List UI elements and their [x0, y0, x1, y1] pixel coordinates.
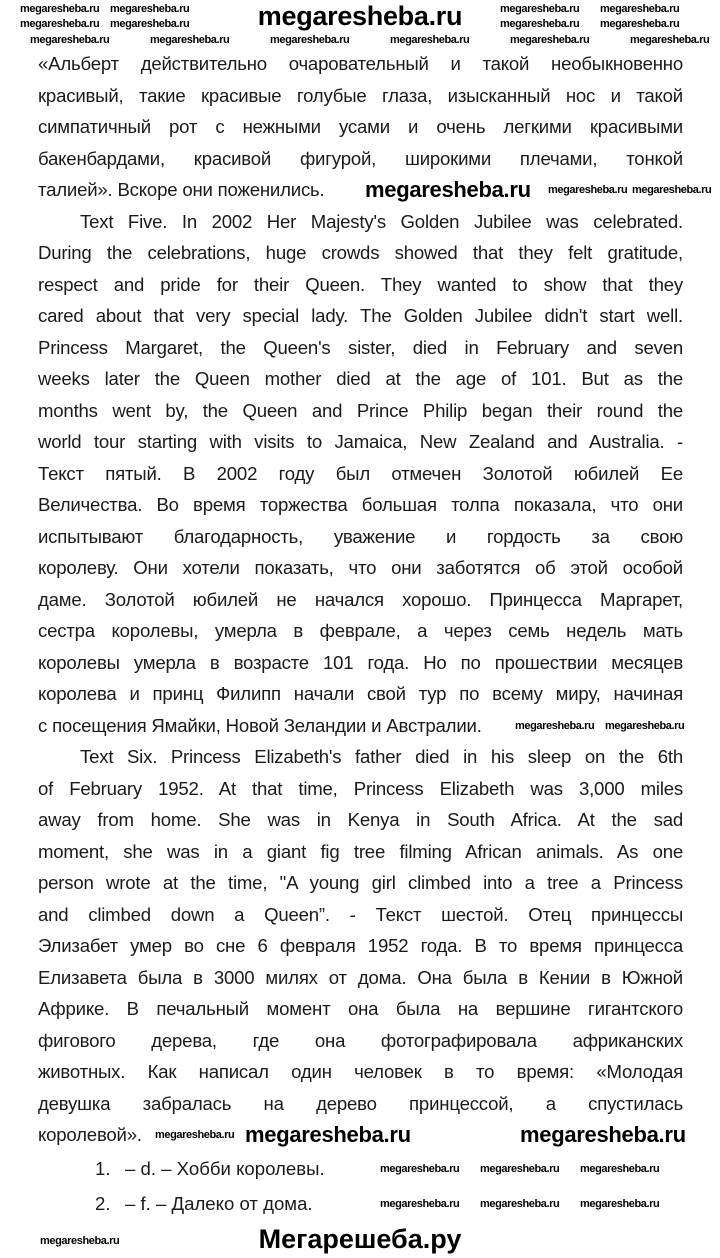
text-line: Африке. В печальный момент она была на вершине гигантского: [38, 998, 683, 1019]
text-line: Величества. Во время торжества большая толпа показала, что они: [38, 494, 683, 515]
text-line: Text Five. In 2002 Her Majesty's Golden Jubilee was celebrated.: [80, 210, 683, 232]
watermark-text: megaresheba.ru: [390, 34, 470, 46]
watermark-text: megaresheba.ru: [580, 1162, 660, 1175]
answer-list-item: [95, 1186, 313, 1221]
watermark-text: megaresheba.ru: [40, 1235, 120, 1247]
list-text: – d. – Хобби королевы.: [125, 1157, 325, 1179]
watermark-text: megaresheba.ru: [110, 3, 190, 15]
text-line: бакенбардами, красивой фигурой, широкими плечами, тонкой: [38, 147, 683, 169]
watermark-text: megaresheba.ru: [515, 719, 595, 732]
text-line: cared about that very special lady. The Golden Jubilee didn't start well.: [38, 305, 683, 326]
watermark-text: megaresheba.ru: [605, 719, 685, 732]
watermark-text: megaresheba.ru: [480, 1197, 560, 1210]
text-line: «Альберт действительно очаровательный и такой необыкновенно: [38, 53, 683, 74]
text-line: испытывают благодарность, уважение и гордость за свою: [38, 525, 683, 547]
list-number: 2.: [95, 1192, 111, 1214]
text-line: девушка забралась на дерево принцессой, а спустилась: [38, 1092, 683, 1114]
text-line: королевой».: [38, 1124, 142, 1145]
watermark-text: megaresheba.ru: [580, 1197, 660, 1210]
text-line: person wrote at the time, "A young girl climbed into a tree a Princess: [38, 872, 683, 893]
watermark-text: megaresheba.ru: [510, 34, 590, 46]
text-line: months went by, the Queen and Prince Philip began their round the: [38, 399, 683, 421]
text-line: Текст пятый. В 2002 году был отмечен Золотой юбилей Ее: [38, 462, 683, 484]
text-line: weeks later the Queen mother died at the age of 101. But as the: [38, 368, 683, 389]
text-line: moment, she was in a giant fig tree filming African animals. As one: [38, 840, 683, 862]
text-line: of February 1952. At that time, Princess Elizabeth was 3,000 miles: [38, 777, 683, 799]
text-line: фигового дерева, где она фотографировала африканских: [38, 1029, 683, 1051]
watermark-text: megaresheba.ru: [245, 1122, 411, 1147]
text-line: с посещения Ямайки, Новой Зеландии и Австралии.: [38, 714, 482, 736]
watermark-text: megaresheba.ru: [500, 18, 580, 30]
answer-list-item: [95, 1151, 325, 1186]
text-line: даме. Золотой юбилей не начался хорошо. Принцесса Маргарет,: [38, 588, 683, 610]
text-line: симпатичный рот с нежными усами и очень легкими красивыми: [38, 116, 683, 137]
list-number: 1.: [95, 1157, 111, 1179]
text-line: away from home. She was in Kenya in South Africa. At the sad: [38, 809, 683, 830]
watermark-text: megaresheba.ru: [480, 1162, 560, 1175]
text-line: Text Six. Princess Elizabeth's father died in his sleep on the 6th: [80, 746, 683, 767]
watermark-text: megaresheba.ru: [20, 3, 100, 15]
watermark-text: megaresheba.ru: [630, 34, 710, 46]
watermark-text: megaresheba.ru: [380, 1162, 460, 1175]
text-line: талией». Вскоре они поженились.: [38, 179, 325, 200]
site-header-watermark: megaresheba.ru: [257, 1, 463, 31]
text-line: During the celebrations, huge crowds showed that they felt gratitude,: [38, 242, 683, 263]
text-line: животных. Как написал один человек в то время: «Молодая: [38, 1061, 683, 1082]
list-text: – f. – Далеко от дома.: [125, 1192, 313, 1214]
text-line: красивый, такие красивые голубые глаза, изысканный нос и такой: [38, 84, 683, 106]
site-footer-watermark: Мегарешеба.ру: [258, 1224, 462, 1254]
watermark-text: megaresheba.ru: [600, 3, 680, 15]
text-line: королевы умерла в возрасте 101 года. Но по прошествии месяцев: [38, 651, 683, 673]
text-line: сестра королевы, умерла в феврале, а через семь недель мать: [38, 620, 683, 641]
watermark-text: megaresheba.ru: [500, 3, 580, 15]
watermark-text: megaresheba.ru: [632, 184, 712, 196]
text-line: Элизабет умер во сне 6 февраля 1952 года. В то время принцесса: [38, 935, 683, 956]
watermark-text: megaresheba.ru: [270, 34, 350, 46]
watermark-text: megaresheba.ru: [155, 1129, 235, 1141]
text-line: and climbed down a Queen”. - Текст шестой. Отец принцессы: [38, 903, 683, 925]
watermark-text: megaresheba.ru: [20, 18, 100, 30]
watermark-text: megaresheba.ru: [30, 34, 110, 46]
text-line: respect and pride for their Queen. They wanted to show that they: [38, 273, 683, 295]
watermark-text: megaresheba.ru: [600, 18, 680, 30]
text-line: world tour starting with visits to Jamaica, New Zealand and Australia. -: [38, 431, 683, 452]
watermark-text: megaresheba.ru: [110, 18, 190, 30]
text-line: Елизавета была в 3000 милях от дома. Она была в Кении в Южной: [38, 966, 683, 988]
watermark-text: megaresheba.ru: [548, 184, 628, 196]
watermark-text: megaresheba.ru: [150, 34, 230, 46]
watermark-text: megaresheba.ru: [380, 1197, 460, 1210]
text-line: королеву. Они хотели показать, что они заботятся об этой особой: [38, 557, 683, 578]
text-line: королева и принц Филипп начали свой тур по всему миру, начиная: [38, 683, 683, 704]
watermark-text: megaresheba.ru: [365, 177, 531, 202]
document-body: [38, 48, 683, 1221]
watermark-text: megaresheba.ru: [520, 1122, 686, 1147]
text-line: Princess Margaret, the Queen's sister, died in February and seven: [38, 336, 683, 358]
